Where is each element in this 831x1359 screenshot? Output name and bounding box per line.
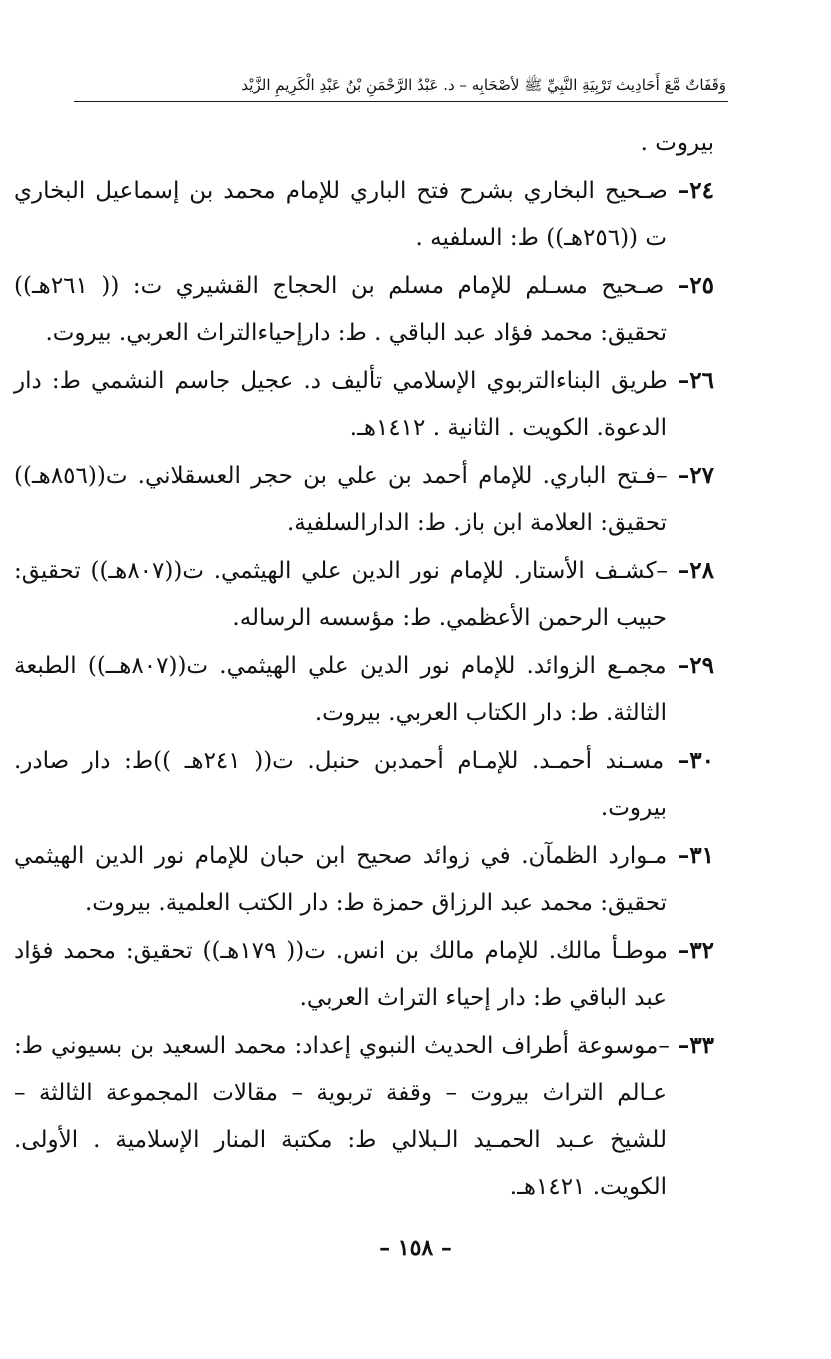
entry-text: مسـند أحمـد. للإمـام أحمدبن حنبل. ت(( ٢٤١هـ ))ط: دار صادر. بيروت. [14,748,667,821]
entry-number: ٢٩– [677,652,715,679]
bibliography-entry-24 [14,167,714,262]
bibliography-entry-25 [14,262,714,357]
entry-text: مـوارد الظمآن. في زوائد صحيح ابن حبان للإمام نور الدين الهيثمي تحقيق: محمد عبد الرزاق حمزة ط: دار الكتب العلمية. بيروت. [14,843,668,916]
entry-text: صـحيح البخاري بشرح فتح الباري للإمام محمد بن إسماعيل البخاري ت ((٢٥٦هـ)) ط: السلفيه . [14,178,668,251]
entry-number: ٣١– [677,842,714,869]
bibliography-entry-29 [14,642,714,737]
page-number: – ١٥٨ – [379,1235,452,1261]
entry-text: –كشـف الأستار. للإمام نور الدين علي الهيثمي. ت((٨٠٧هـ)) تحقيق: حبيب الرحمن الأعظمي. ط: مؤسسه الرساله. [14,558,669,631]
entry-text: –فـتح الباري. للإمام أحمد بن علي بن حجر العسقلاني. ت((٨٥٦هـ)) تحقيق: العلامة ابن باز. ط: الدارالسلفية. [14,463,668,536]
bibliography-entry-27 [14,452,714,547]
bibliography-entry-33 [14,1022,714,1211]
entry-number: ٣٣– [677,1032,715,1059]
entry-number: ٣٢– [677,937,715,964]
running-header: وَقَفَاتٌ مَّعَ أَحَادِيث تَرْبِيَةِ النَّبِيِّ ﷺ لأصْحَابِه – د. عَبْدُ الرَّحْمَنِ بْنُ عَبْدِ الْكَرِيمِ الزَّيْد [241,76,726,94]
entry-number: ٢٧– [677,462,715,489]
entry-text: طريق البناءالتربوي الإسلامي تأليف د. عجيل جاسم النشمي ط: دار الدعوة. الكويت . الثانية . ١٤١٢هـ. [14,368,668,441]
entry-number: ٢٥– [677,272,714,299]
entry-text: –موسوعة أطراف الحديث النبوي إعداد: محمد السعيد بن بسيوني ط: عـالم التراث بيروت – وقفة تربوية – مقالات المجموعة الثالثة – للشيخ عـبد الحمـيد الـبلالي ط: مكتبة المنار الإسلامية . الأولى. الكويت. ١٤٢١هـ. [14,1033,670,1200]
continuation-line: بيروت . [640,130,714,156]
entry-text: موطـأ مالك. للإمام مالك بن انس. ت(( ١٧٩هـ)) تحقيق: محمد فؤاد عبد الباقي ط: دار إحياء التراث العربي. [14,938,668,1011]
bibliography-entry-30 [14,737,714,832]
bibliography-entry-32 [14,927,714,1022]
entry-text: صـحيح مسـلم للإمام مسلم بن الحجاج القشيري ت: (( ٢٦١هـ)) تحقيق: محمد فؤاد عبد الباقي . ط: دارإحياءالتراث العربي. بيروت. [14,273,667,346]
header-rule [74,101,728,102]
bibliography-list [14,120,714,1211]
entry-number: ٢٨– [677,557,714,584]
bibliography-entry-28 [14,547,714,642]
entry-number: ٣٠– [677,747,715,774]
entry-text: مجمـع الزوائد. للإمام نور الدين علي الهيثمي. ت((٨٠٧هــ)) الطبعة الثالثة. ط: دار الكتاب العربي. بيروت. [14,653,667,726]
entry-number: ٢٦– [677,367,715,394]
entry-number: ٢٤– [677,177,715,204]
bibliography-entry-26 [14,357,714,452]
bibliography-entry-31 [14,832,714,927]
